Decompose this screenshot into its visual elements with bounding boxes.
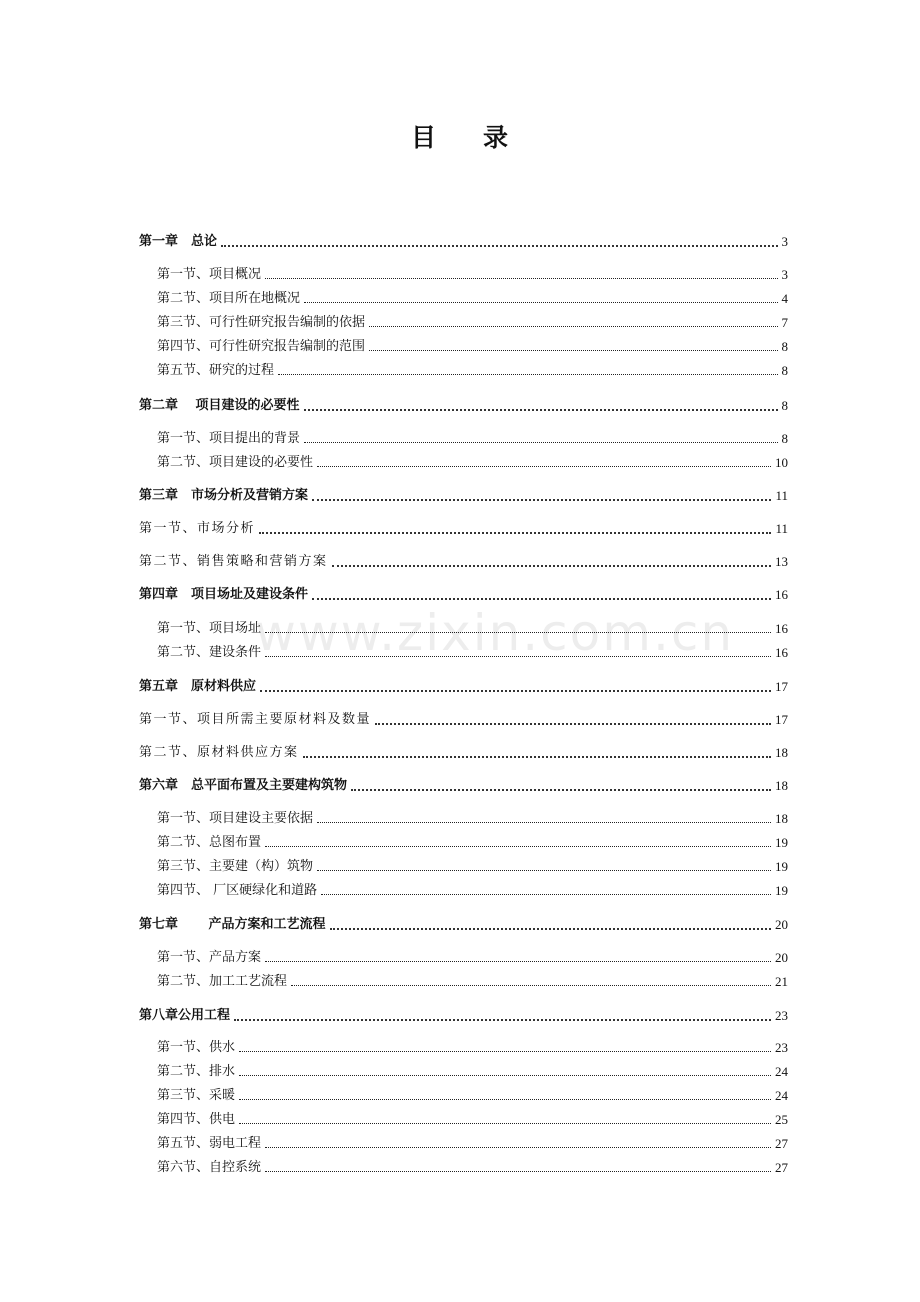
- toc-section-entry[interactable]: [0, 853, 920, 875]
- dot-leader: [312, 499, 771, 501]
- toc-entry-page-number: 24: [775, 1064, 788, 1079]
- toc-chapter-entry[interactable]: [0, 482, 920, 504]
- toc-entry-label: 第三节、可行性研究报告编制的依据: [157, 315, 366, 330]
- toc-chapter-entry[interactable]: [0, 673, 920, 695]
- toc-entry-label: 第一节、项目概况: [157, 267, 262, 282]
- title-char-left: 目: [410, 123, 437, 152]
- toc-entry-page-number: 7: [781, 315, 788, 330]
- toc-entry-label: 第一节、项目所需主要原材料及数量: [139, 712, 372, 727]
- toc-chapter-entry[interactable]: [0, 228, 920, 250]
- dot-leader: [304, 409, 778, 411]
- toc-entry-label: 第二节、原材料供应方案: [139, 745, 299, 760]
- toc-entry-label: 第二节、项目建设的必要性: [157, 455, 314, 470]
- dot-leader: [259, 532, 771, 534]
- toc-entry-page-number: 19: [775, 883, 788, 898]
- toc-section-entry[interactable]: [0, 333, 920, 355]
- toc-entry-label: 第五章 原材料供应: [139, 679, 257, 694]
- dot-leader: [304, 442, 777, 443]
- dot-leader: [369, 326, 777, 327]
- toc-entry-label: 第二章 项目建设的必要性: [139, 398, 300, 413]
- toc-entry-label: 第一节、项目场址: [157, 621, 262, 636]
- toc-section-entry[interactable]: [0, 1154, 920, 1176]
- toc-entry-page-number: 17: [775, 679, 788, 694]
- toc-entry-page-number: 16: [775, 645, 788, 660]
- toc-entry-page-number: 20: [775, 917, 788, 932]
- title-char-right: 录: [483, 123, 510, 152]
- toc-section-entry[interactable]: [0, 805, 920, 827]
- toc-entry-page-number: 3: [781, 267, 788, 282]
- toc-entry-label: 第一节、市场分析: [139, 521, 256, 536]
- toc-section-entry[interactable]: [0, 1130, 920, 1152]
- toc-section-entry[interactable]: [0, 449, 920, 471]
- toc-entry-page-number: 18: [775, 778, 788, 793]
- toc-entry-label: 第二节、加工工艺流程: [157, 974, 288, 989]
- toc-entry-page-number: 3: [781, 234, 788, 249]
- toc-section-entry[interactable]: [0, 615, 920, 637]
- dot-leader: [234, 1019, 771, 1021]
- dot-leader: [278, 374, 777, 375]
- dot-leader: [239, 1099, 771, 1100]
- toc-section-entry[interactable]: [0, 944, 920, 966]
- toc-section-entry[interactable]: [0, 425, 920, 447]
- dot-leader: [260, 690, 771, 692]
- dot-leader: [351, 789, 771, 791]
- dot-leader: [265, 846, 771, 847]
- toc-entry-label: 第七章 产品方案和工艺流程: [139, 917, 326, 932]
- toc-entry-page-number: 23: [775, 1040, 788, 1055]
- toc-section-entry[interactable]: [0, 706, 920, 728]
- toc-entry-label: 第一节、产品方案: [157, 950, 262, 965]
- toc-entry-label: 第四节、供电: [157, 1112, 236, 1127]
- toc-entry-label: 第五节、研究的过程: [157, 363, 275, 378]
- toc-entry-page-number: 11: [775, 488, 788, 503]
- toc-entry-page-number: 8: [781, 431, 788, 446]
- toc-section-entry[interactable]: [0, 548, 920, 570]
- toc-entry-page-number: 20: [775, 950, 788, 965]
- toc-entry-label: 第六章 总平面布置及主要建构筑物: [139, 778, 348, 793]
- toc-entry-label: 第六节、自控系统: [157, 1160, 262, 1175]
- toc-section-entry[interactable]: [0, 639, 920, 661]
- toc-section-entry[interactable]: [0, 515, 920, 537]
- toc-entry-page-number: 8: [781, 363, 788, 378]
- toc-section-entry[interactable]: [0, 1106, 920, 1128]
- toc-entry-page-number: 4: [781, 291, 788, 306]
- toc-entry-page-number: 18: [775, 811, 788, 826]
- toc-entry-label: 第四章 项目场址及建设条件: [139, 587, 309, 602]
- dot-leader: [291, 985, 771, 986]
- toc-entry-page-number: 21: [775, 974, 788, 989]
- toc-chapter-entry[interactable]: [0, 772, 920, 794]
- toc-entry-label: 第二节、总图布置: [157, 835, 262, 850]
- toc-section-entry[interactable]: [0, 1082, 920, 1104]
- toc-entry-page-number: 18: [775, 745, 788, 760]
- dot-leader: [221, 245, 777, 247]
- dot-leader: [239, 1123, 771, 1124]
- toc-chapter-entry[interactable]: [0, 911, 920, 933]
- toc-entry-page-number: 24: [775, 1088, 788, 1103]
- toc-entry-page-number: 10: [775, 455, 788, 470]
- toc-entry-page-number: 27: [775, 1136, 788, 1151]
- dot-leader: [265, 1171, 771, 1172]
- dot-leader: [304, 302, 777, 303]
- toc-section-entry[interactable]: [0, 1058, 920, 1080]
- toc-entry-label: 第八章公用工程: [139, 1008, 231, 1023]
- page-title: [0, 118, 920, 154]
- toc-entry-page-number: 16: [775, 621, 788, 636]
- toc-entry-page-number: 8: [781, 398, 788, 413]
- toc-chapter-entry[interactable]: [0, 392, 920, 414]
- dot-leader: [303, 756, 771, 758]
- toc-entry-label: 第五节、弱电工程: [157, 1136, 262, 1151]
- toc-section-entry[interactable]: [0, 968, 920, 990]
- dot-leader: [330, 928, 771, 930]
- toc-entry-label: 第三章 市场分析及营销方案: [139, 488, 309, 503]
- toc-entry-label: 第三节、主要建（构）筑物: [157, 859, 314, 874]
- dot-leader: [375, 723, 771, 725]
- toc-section-entry[interactable]: [0, 309, 920, 331]
- toc-section-entry[interactable]: [0, 285, 920, 307]
- toc-entry-page-number: 16: [775, 587, 788, 602]
- toc-section-entry[interactable]: [0, 357, 920, 379]
- toc-entry-label: 第二节、项目所在地概况: [157, 291, 301, 306]
- toc-entry-label: 第二节、建设条件: [157, 645, 262, 660]
- toc-entry-page-number: 11: [775, 521, 788, 536]
- dot-leader: [317, 870, 771, 871]
- toc-entry-label: 第一节、项目建设主要依据: [157, 811, 314, 826]
- toc-entry-page-number: 23: [775, 1008, 788, 1023]
- dot-leader: [369, 350, 777, 351]
- dot-leader: [317, 466, 771, 467]
- toc-entry-page-number: 27: [775, 1160, 788, 1175]
- dot-leader: [321, 894, 771, 895]
- toc-entry-page-number: 13: [775, 554, 788, 569]
- toc-entry-label: 第四节、可行性研究报告编制的范围: [157, 339, 366, 354]
- toc-entry-label: 第一节、供水: [157, 1040, 236, 1055]
- toc-entry-label: 第一节、项目提出的背景: [157, 431, 301, 446]
- toc-entry-label: 第三节、采暖: [157, 1088, 236, 1103]
- toc-section-entry[interactable]: [0, 829, 920, 851]
- toc-section-entry[interactable]: [0, 739, 920, 761]
- toc-entry-page-number: 17: [775, 712, 788, 727]
- dot-leader: [239, 1075, 771, 1076]
- dot-leader: [265, 278, 777, 279]
- dot-leader: [332, 565, 771, 567]
- dot-leader: [265, 1147, 771, 1148]
- toc-entry-label: 第二节、排水: [157, 1064, 236, 1079]
- toc-entry-page-number: 19: [775, 859, 788, 874]
- toc-chapter-entry[interactable]: [0, 581, 920, 603]
- toc-entry-label: 第一章 总论: [139, 234, 218, 249]
- toc-section-entry[interactable]: [0, 877, 920, 899]
- toc-entry-page-number: 8: [781, 339, 788, 354]
- watermark: www.zixin.com.cn: [255, 604, 735, 662]
- toc-entry-page-number: 25: [775, 1112, 788, 1127]
- dot-leader: [265, 632, 771, 633]
- toc-section-entry[interactable]: [0, 1034, 920, 1056]
- dot-leader: [265, 961, 771, 962]
- toc-entry-label: 第四节、 厂区硬绿化和道路: [157, 883, 318, 898]
- dot-leader: [265, 656, 771, 657]
- dot-leader: [239, 1051, 771, 1052]
- toc-entry-label: 第二节、销售策略和营销方案: [139, 554, 328, 569]
- dot-leader: [317, 822, 771, 823]
- dot-leader: [312, 598, 771, 600]
- toc-entry-page-number: 19: [775, 835, 788, 850]
- toc-chapter-entry[interactable]: [0, 1002, 920, 1024]
- toc-section-entry[interactable]: [0, 261, 920, 283]
